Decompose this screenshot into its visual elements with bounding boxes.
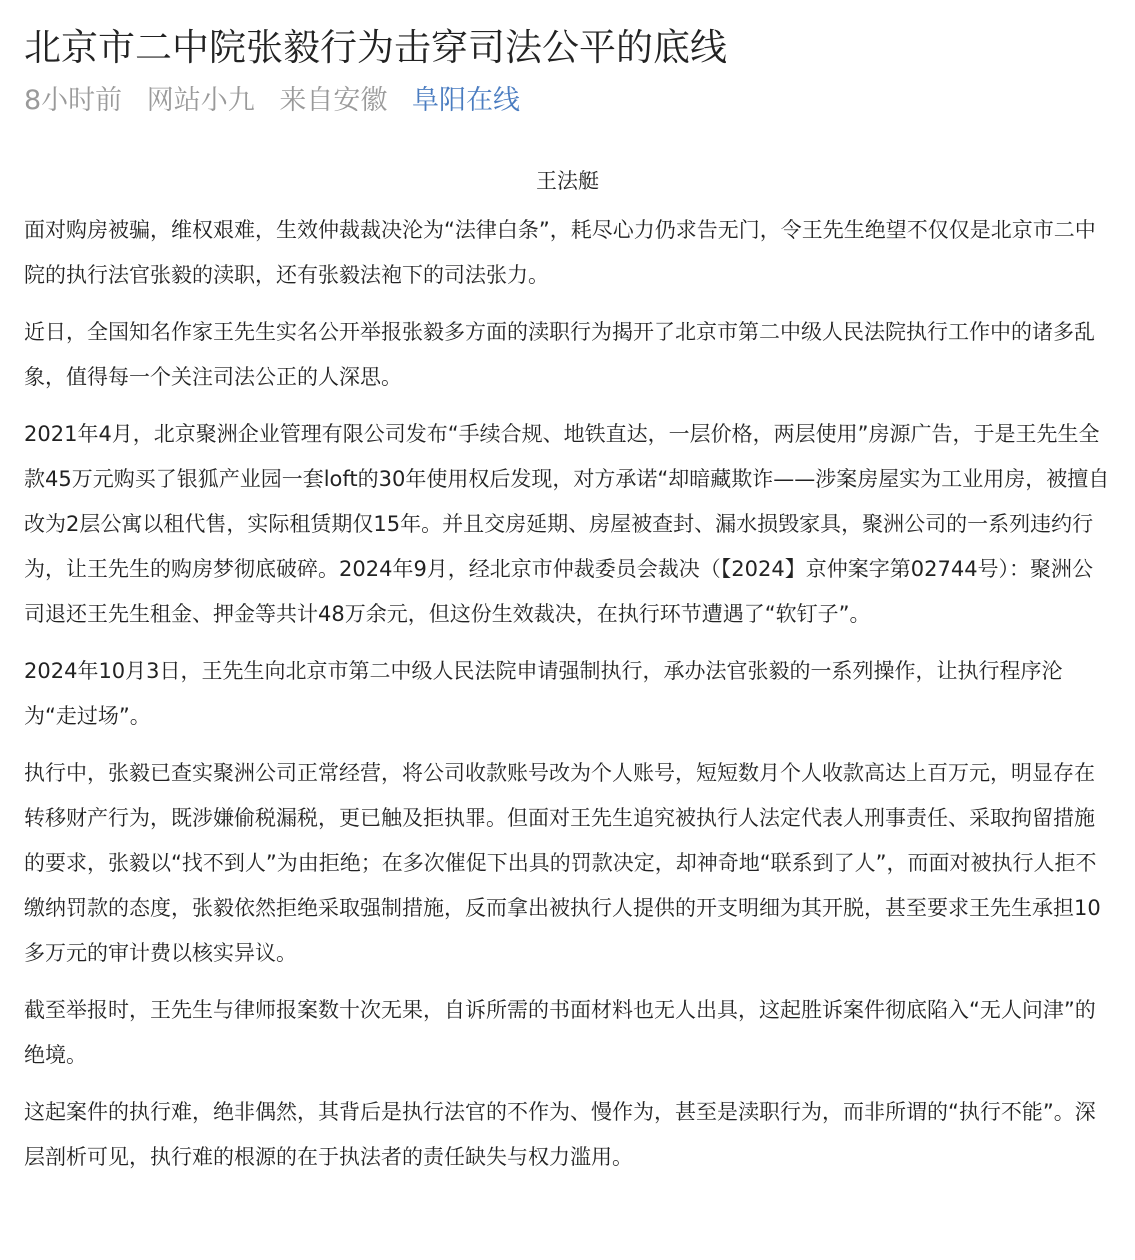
author-location: 来自安徽 xyxy=(279,85,388,116)
author-name: 网站小九 xyxy=(146,85,255,116)
article-meta xyxy=(24,82,1111,120)
paragraph: 2024年10月3日，王先生向北京市第二中级人民法院申请强制执行，承办法官张毅的一系列操作，让执行程序沦为“走过场”。 xyxy=(24,659,1063,728)
paragraph: 近日，全国知名作家王先生实名公开举报张毅多方面的渎职行为揭开了北京市第二中级人民法院执行工作中的诸多乱象，值得每一个关注司法公正的人深思。 xyxy=(24,320,1095,389)
paragraph: 截至举报时，王先生与律师报案数十次无果，自诉所需的书面材料也无人出具，这起胜诉案件彻底陷入“无人问津”的绝境。 xyxy=(24,998,1096,1067)
article-title: 北京市二中院张毅行为击穿司法公平的底线 xyxy=(24,26,727,69)
paragraph: 执行中，张毅已查实聚洲公司正常经营，将公司收款账号改为个人账号，短短数月个人收款高达上百万元，明显存在转移财产行为，既涉嫌偷税漏税，更已触及拒执罪。但面对王先生追究被执行人法定代表人刑事责任、采取拘留措施的要求，张毅以“找不到人”为由拒绝；在多次催促下出具的罚款决定，却神奇地“联系到了人”，而面对被执行人拒不缴纳罚款的态度，张毅依然拒绝采取强制措施，反而拿出被执行人提供的开支明细为其开脱，甚至要求王先生承担10多万元的审计费以核实异议。 xyxy=(24,761,1101,965)
paragraph: 面对购房被骗，维权艰难，生效仲裁裁决沦为“法律白条”，耗尽心力仍求告无门，令王先生绝望不仅仅是北京市二中院的执行法官张毅的渎职，还有张毅法袍下的司法张力。 xyxy=(24,218,1096,287)
article-body xyxy=(24,208,1111,1180)
byline: 王法艇 xyxy=(536,169,599,193)
paragraph: 2021年4月，北京聚洲企业管理有限公司发布“手续合规、地铁直达，一层价格，两层使用”房源广告，于是王先生全款45万元购买了银狐产业园一套loft的30年使用权后发现，对方承诺“却暗藏欺诈——涉案房屋实为工业用房，被擅自改为2层公寓以租代售，实际租赁期仅15年。并且交房延期、房屋被查封、漏水损毁家具，聚洲公司的一系列违约行为，让王先生的购房梦彻底破碎。2024年9月，经北京市仲裁委员会裁决（【2024】京仲案字第02744号）：聚洲公司退还王先生租金、押金等共计48万余元，但这份生效裁决，在执行环节遭遇了“软钉子”。 xyxy=(24,422,1110,626)
publish-time: 8小时前 xyxy=(24,85,123,116)
source-link[interactable]: 阜阳在线 xyxy=(411,85,520,116)
paragraph: 这起案件的执行难，绝非偶然，其背后是执行法官的不作为、慢作为，甚至是渎职行为，而非所谓的“执行不能”。深层剖析可见，执行难的根源的在于执法者的责任缺失与权力滥用。 xyxy=(24,1100,1096,1169)
